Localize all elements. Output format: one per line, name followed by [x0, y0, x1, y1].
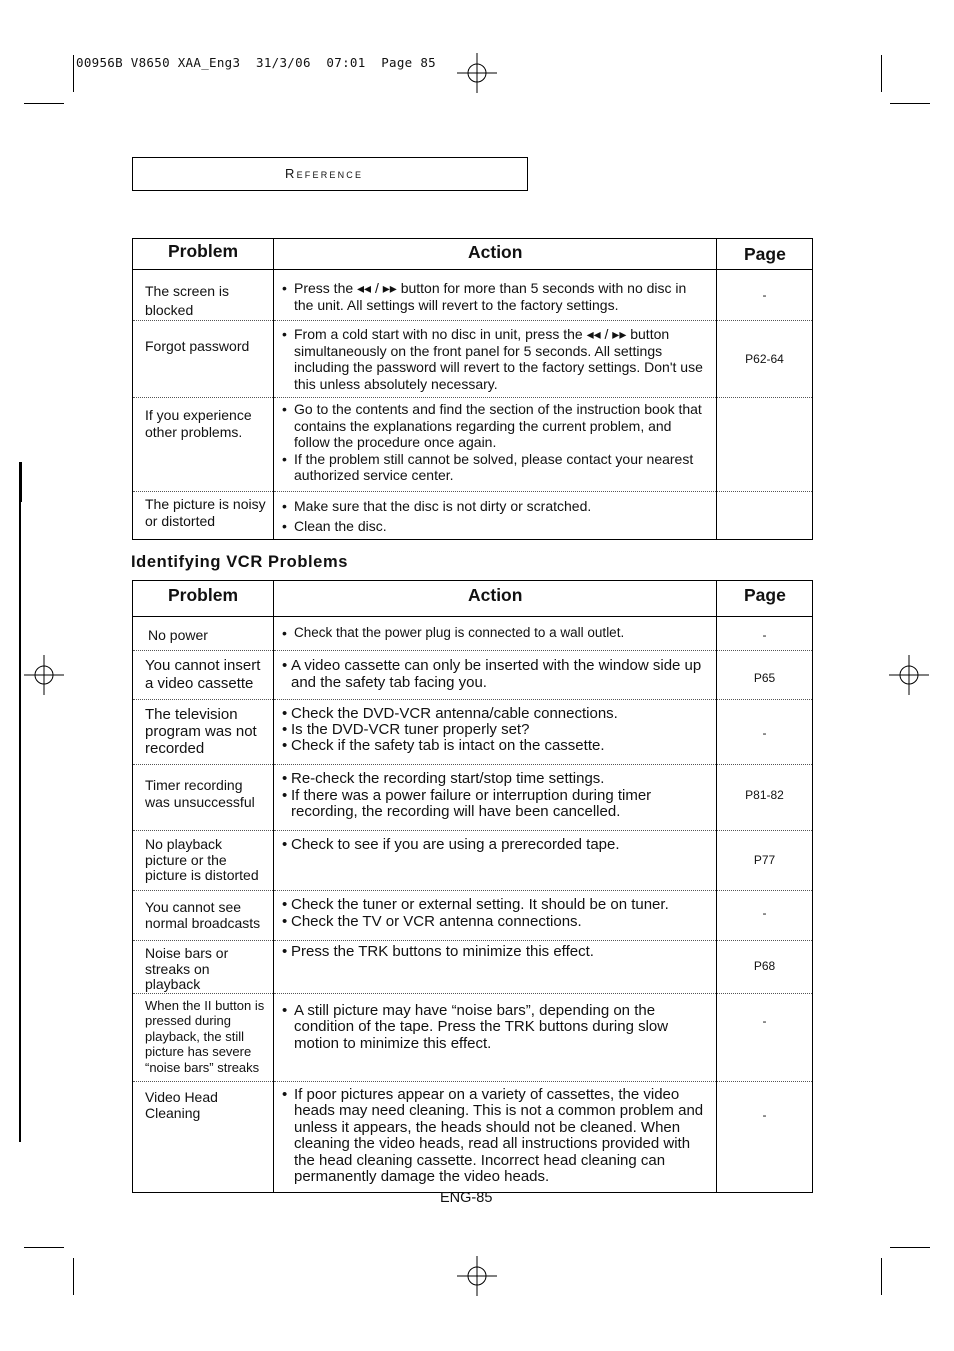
problem-cell: Noise bars or streaks on playback — [133, 941, 274, 994]
header-problem: Problem — [133, 581, 274, 617]
registration-mark-icon — [457, 1256, 497, 1296]
action-text: A still picture may have “noise bars”, depending on the condition of the tape. Press the TRK buttons during slow motion to minimize this effect. — [294, 1001, 669, 1052]
action-cell: • Check to see if you are using a prerecorded tape. — [274, 831, 717, 891]
problem-cell: When the II button is pressed during playback, the still picture has severe “noise bars” streaks — [133, 993, 274, 1081]
action-text: Go to the contents and find the section of the instruction book that contains the explanations regarding the current problem, and follow the procedure once again. — [294, 401, 702, 450]
action-text: Check the TV or VCR antenna connections. — [291, 913, 582, 930]
problem-cell: You cannot see normal broadcasts — [133, 891, 274, 941]
action-cell: • Check that the power plug is connected to a wall outlet. — [274, 617, 717, 651]
registration-mark-icon — [457, 53, 497, 93]
problem-cell: The television program was not recorded — [133, 700, 274, 765]
action-text: Re-check the recording start/stop time settings. — [291, 770, 605, 787]
problem-cell: No playback picture or the picture is distorted — [133, 831, 274, 891]
crop-mark — [24, 103, 64, 104]
action-cell: • If poor pictures appear on a variety of cassettes, the video heads may need cleaning. This is not a common problem and unless it appears, the heads should not be cleaned. When cleaning the video heads, read all instructions provided with the head cleaning cassette. Incorrect head cleaning can permanently damage the video heads. — [274, 1081, 717, 1192]
table-row — [133, 321, 813, 398]
action-text: Press the TRK buttons to minimize this effect. — [291, 943, 594, 960]
action-cell: • Check the DVD-VCR antenna/cable connections. • Is the DVD-VCR tuner properly set? • Check if the safety tab is intact on the cassette. — [274, 700, 717, 765]
crop-mark — [890, 103, 930, 104]
problem-cell: The picture is noisy or distorted — [133, 492, 274, 540]
header-action: Action — [274, 239, 717, 270]
action-text: Clean the disc. — [294, 518, 387, 534]
page-cell: - — [717, 617, 813, 651]
action-text: Check the tuner or external setting. It should be on tuner. — [291, 896, 669, 913]
action-cell: • From a cold start with no disc in unit, press the ◂◂ / ▸▸ button simultaneously on the front panel for 5 seconds. All settings including the password will revert to the factory settings. Don't use this unless absolutely necessary. — [274, 321, 717, 398]
header-page: Page — [717, 239, 813, 270]
header-page: Page — [717, 581, 813, 617]
table-row — [133, 700, 813, 765]
table-row — [133, 270, 813, 321]
section-subtitle: Identifying VCR Problems — [131, 553, 349, 571]
problem-cell: If you experience other problems. — [133, 398, 274, 492]
action-text: If the problem still cannot be solved, please contact your nearest authorized service center. — [294, 450, 694, 483]
crop-mark — [24, 1247, 64, 1248]
table-row — [133, 1081, 813, 1192]
section-title: Reference — [285, 166, 364, 181]
action-cell: • Re-check the recording start/stop time settings. • If there was a power failure or interruption during timer recording, the recording will have been cancelled. — [274, 765, 717, 831]
page-cell — [717, 492, 813, 540]
table-row — [133, 765, 813, 831]
problem-cell: No power — [133, 617, 274, 651]
action-text: Check if the safety tab is intact on the cassette. — [291, 737, 605, 754]
page-cell: - — [717, 700, 813, 765]
crop-mark — [73, 55, 74, 92]
troubleshooting-table-vcr — [132, 580, 813, 1193]
crop-mark — [881, 1258, 882, 1295]
table-row — [133, 993, 813, 1081]
action-text: From a cold start with no disc in unit, press the ◂◂ / ▸▸ button simultaneously on the front panel for 5 seconds. All settings including the password will revert to the factory settings. Don't use this unless absolutely necessary. — [294, 326, 703, 392]
page-cell: P62-64 — [717, 321, 813, 398]
action-cell: • Press the TRK buttons to minimize this effect. — [274, 941, 717, 994]
margin-bar — [19, 462, 22, 502]
action-cell: • Press the ◂◂ / ▸▸ button for more than 5 seconds with no disc in the unit. All settings will revert to the factory settings. — [274, 270, 717, 321]
page-cell: P68 — [717, 941, 813, 994]
problem-cell: Video Head Cleaning — [133, 1081, 274, 1192]
action-cell: • A still picture may have “noise bars”, depending on the condition of the tape. Press the TRK buttons during slow motion to minimize this effect. — [274, 993, 717, 1081]
table-row — [133, 651, 813, 700]
action-text: Make sure that the disc is not dirty or scratched. — [294, 498, 592, 514]
page-cell: - — [717, 270, 813, 321]
header-action: Action — [274, 581, 717, 617]
action-text: If there was a power failure or interruption during timer recording, the recording will have been cancelled. — [291, 786, 652, 820]
problem-cell: You cannot insert a video cassette — [133, 651, 274, 700]
page-number: ENG-85 — [440, 1190, 493, 1206]
action-text: Check to see if you are using a prerecorded tape. — [291, 836, 620, 853]
action-text: Check that the power plug is connected to a wall outlet. — [294, 625, 625, 640]
page-cell: P81-82 — [717, 765, 813, 831]
action-cell: • Check the tuner or external setting. It should be on tuner. • Check the TV or VCR antenna connections. — [274, 891, 717, 941]
print-header: 00956B V8650 XAA_Eng3 31/3/06 07:01 Page 85 — [76, 55, 436, 70]
page-cell: P65 — [717, 651, 813, 700]
troubleshooting-table-dvd — [132, 238, 813, 540]
table-row — [133, 617, 813, 651]
action-cell: • A video cassette can only be inserted with the window side up and the safety tab facing you. — [274, 651, 717, 700]
page-cell: - — [717, 1081, 813, 1192]
table-row — [133, 398, 813, 492]
action-cell: • Make sure that the disc is not dirty or scratched. • Clean the disc. — [274, 492, 717, 540]
crop-mark — [890, 1247, 930, 1248]
table-row — [133, 891, 813, 941]
problem-cell: Forgot password — [133, 321, 274, 398]
section-header-box — [132, 157, 528, 191]
registration-mark-icon — [889, 655, 929, 695]
registration-mark-icon — [24, 655, 64, 695]
crop-mark — [73, 1258, 74, 1295]
problem-cell: Timer recording was unsuccessful — [133, 765, 274, 831]
action-text: A video cassette can only be inserted with the window side up and the safety tab facing you. — [291, 657, 702, 691]
header-problem: Problem — [133, 239, 274, 270]
problem-cell: The screen is blocked — [133, 270, 274, 321]
page-cell — [717, 398, 813, 492]
page-cell: - — [717, 993, 813, 1081]
action-cell: • Go to the contents and find the section of the instruction book that contains the explanations regarding the current problem, and follow the procedure once again. • If the problem still cannot be solved, please contact your nearest authorized service center. — [274, 398, 717, 492]
table-row — [133, 492, 813, 540]
crop-mark — [881, 55, 882, 92]
margin-bar — [19, 502, 21, 1142]
action-text: Press the ◂◂ / ▸▸ button for more than 5 seconds with no disc in the unit. All settings will revert to the factory settings. — [294, 280, 687, 313]
table-row — [133, 831, 813, 891]
action-text: If poor pictures appear on a variety of cassettes, the video heads may need cleaning. This is not a common problem and unless it appears, the heads should not be cleaned. When cleaning the video heads, read all instructions provided with the head cleaning cassette. Incorrect head cleaning can permanently damage the video heads. — [294, 1085, 704, 1185]
table-row — [133, 941, 813, 994]
page-cell: - — [717, 891, 813, 941]
action-text: Is the DVD-VCR tuner properly set? — [291, 721, 530, 738]
action-text: Check the DVD-VCR antenna/cable connections. — [291, 705, 618, 722]
page-cell: P77 — [717, 831, 813, 891]
